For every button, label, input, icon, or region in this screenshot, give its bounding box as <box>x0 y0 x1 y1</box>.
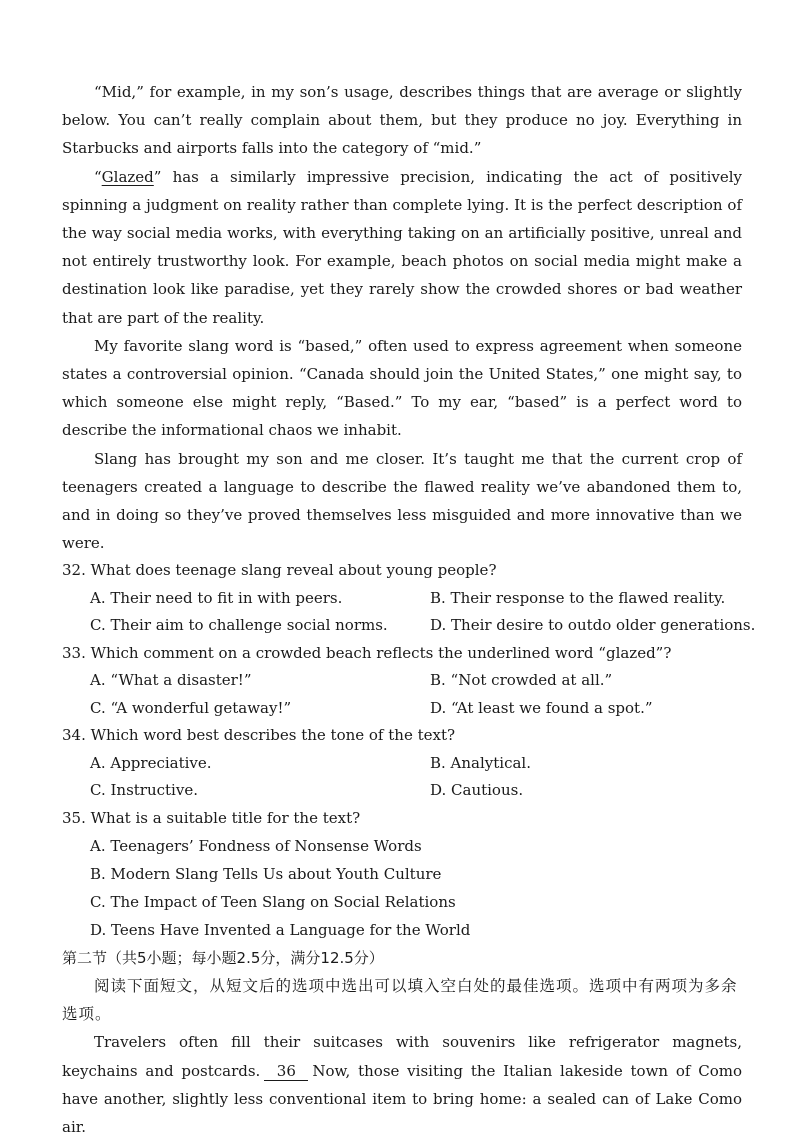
answer-blank-36: 36 <box>264 1062 308 1081</box>
section-2-heading: 第二节（共5小题；每小题2.5分，满分12.5分） <box>62 949 384 968</box>
option-a: A. “What a disaster!” <box>90 671 252 690</box>
paragraph-2-rest: ” has a similarly impressive precision, indicating the act of positively spinning a judgment on reality rather than complete lying. It is the perfect description of the way social media works, with everything taking on an artificially positive, unreal and not entirely trustworthy look. For example, beach photos on social media might make a destination look like paradise, yet they rarely show the crowded shores or bad weather that are part of the reality. <box>62 167 742 327</box>
section-2-instructions: 阅读下面短文，从短文后的选项中选出可以填入空白处的最佳选项。选项中有两项为多余选项。 <box>62 977 738 1024</box>
option-b: B. “Not crowded at all.” <box>430 671 613 690</box>
underlined-word-glazed: Glazed <box>101 167 154 186</box>
option-c: C. Their aim to challenge social norms. <box>90 616 388 635</box>
section-2-paragraph-1 <box>62 1028 742 1141</box>
option-b: B. Modern Slang Tells Us about Youth Culture <box>90 865 442 884</box>
passage-paragraph-1: “Mid,” for example, in my son’s usage, describes things that are average or slightly below. You can’t really complain about them, but they produce no joy. Everything in Starbucks and airports falls into the category of “mid.” <box>62 83 742 158</box>
option-c: C. Instructive. <box>90 781 198 800</box>
text-before-blank: Travelers often fill their suitcases with souvenirs like refrigerator magnets, keychains and postcards. <box>62 1033 742 1080</box>
option-a: A. Teenagers’ Fondness of Nonsense Words <box>90 837 422 856</box>
question-34 <box>62 722 742 805</box>
passage-paragraph-4: Slang has brought my son and me closer. It’s taught me that the current crop of teenagers created a language to describe the flawed reality we’ve abandoned them to, and in doing so they’ve proved themselves less misguided and more innovative than we were. <box>62 449 742 553</box>
question-32 <box>62 557 756 640</box>
options <box>62 750 742 805</box>
option-c: C. “A wonderful getaway!” <box>90 698 292 717</box>
question-stem: 35. What is a suitable title for the text? <box>62 808 361 827</box>
question-35 <box>62 805 742 945</box>
option-b: B. Their response to the flawed reality. <box>430 588 726 607</box>
question-stem: 33. Which comment on a crowded beach reflects the underlined word “glazed”? <box>62 643 672 662</box>
option-d: D. Teens Have Invented a Language for the World <box>90 921 471 940</box>
option-a: A. Appreciative. <box>90 753 212 772</box>
exam-page <box>62 78 756 1141</box>
passage-paragraph-2 <box>62 163 742 332</box>
option-d: D. Their desire to outdo older generations. <box>430 616 756 635</box>
text-after-blank: Now, those visiting the Italian lakeside town of Como have another, slightly less conventional item to bring home: a sealed can of Lake Como air. <box>62 1061 742 1137</box>
option-d: D. Cautious. <box>430 781 524 800</box>
option-c: C. The Impact of Teen Slang on Social Relations <box>90 893 456 912</box>
open-quote: “ <box>94 167 102 186</box>
options <box>62 832 742 944</box>
option-d: D. “At least we found a spot.” <box>430 698 653 717</box>
option-a: A. Their need to fit in with peers. <box>90 588 343 607</box>
options <box>62 667 742 722</box>
passage-paragraph-3: My favorite slang word is “based,” often used to express agreement when someone states a controversial opinion. “Canada should join the United States,” one might say, to which someone else might reply, “Based.” To my ear, “based” is a perfect word to describe the informational chaos we inhabit. <box>62 336 742 440</box>
options <box>62 585 756 640</box>
question-stem: 32. What does teenage slang reveal about young people? <box>62 561 497 580</box>
option-b: B. Analytical. <box>430 753 532 772</box>
question-33 <box>62 640 742 723</box>
question-stem: 34. Which word best describes the tone of the text? <box>62 726 456 745</box>
